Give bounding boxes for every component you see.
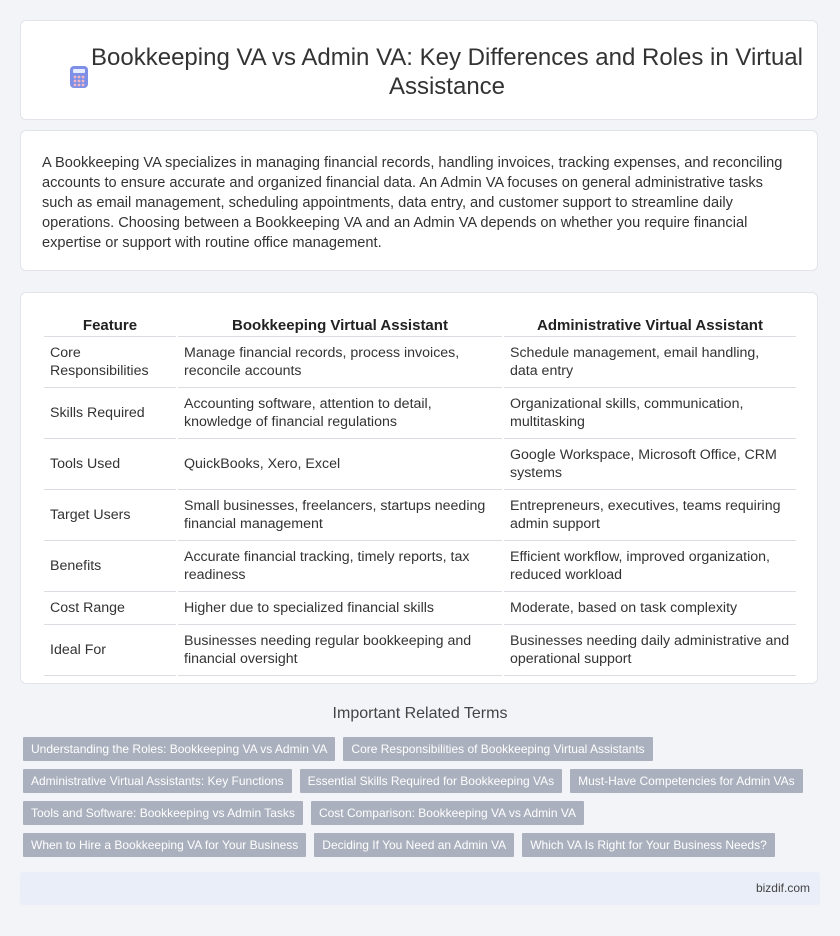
table-row — [44, 625, 796, 676]
bookkeeping-cell: QuickBooks, Xero, Excel — [178, 439, 502, 490]
bookkeeping-cell: Businesses needing regular bookkeeping and financial oversight — [178, 625, 502, 676]
related-terms-list — [23, 737, 823, 865]
comparison-card — [20, 292, 818, 684]
table-row — [44, 439, 796, 490]
calculator-icon — [67, 65, 91, 89]
related-term-link[interactable]: When to Hire a Bookkeeping VA for Your Business — [23, 833, 306, 857]
admin-cell: Schedule management, email handling, data entry — [504, 337, 796, 388]
related-term-link[interactable]: Deciding If You Need an Admin VA — [314, 833, 514, 857]
column-header-bookkeeping: Bookkeeping Virtual Assistant — [178, 313, 502, 337]
feature-cell: Ideal For — [44, 625, 176, 676]
feature-cell: Cost Range — [44, 592, 176, 625]
bookkeeping-cell: Accurate financial tracking, timely reports, tax readiness — [178, 541, 502, 592]
feature-cell: Core Responsibilities — [44, 337, 176, 388]
feature-cell: Target Users — [44, 490, 176, 541]
admin-cell: Google Workspace, Microsoft Office, CRM systems — [504, 439, 796, 490]
admin-cell: Moderate, based on task complexity — [504, 592, 796, 625]
related-term-link[interactable]: Tools and Software: Bookkeeping vs Admin Tasks — [23, 801, 303, 825]
intro-paragraph: A Bookkeeping VA specializes in managing financial records, handling invoices, tracking expenses, and reconciling accounts to ensure accurate and organized financial data. An Admin VA focuses on general administrative tasks such as email management, scheduling appointments, data entry, and customer support to streamline daily operations. Choosing between a Bookkeeping VA and an Admin VA depends on whether you require financial expertise or support with routine office management. — [42, 155, 783, 251]
admin-cell: Efficient workflow, improved organization, reduced workload — [504, 541, 796, 592]
bookkeeping-cell: Small businesses, freelancers, startups needing financial management — [178, 490, 502, 541]
intro-card — [20, 130, 818, 271]
title-card — [20, 20, 818, 120]
related-term-link[interactable]: Essential Skills Required for Bookkeeping VAs — [300, 769, 563, 793]
table-row — [44, 388, 796, 439]
related-term-link[interactable]: Administrative Virtual Assistants: Key Functions — [23, 769, 292, 793]
bookkeeping-cell: Accounting software, attention to detail, knowledge of financial regulations — [178, 388, 502, 439]
site-name[interactable]: bizdif.com — [755, 881, 810, 895]
feature-cell: Tools Used — [44, 439, 176, 490]
table-row — [44, 490, 796, 541]
column-header-feature: Feature — [44, 313, 176, 337]
comparison-table — [42, 313, 798, 676]
bookkeeping-cell: Manage financial records, process invoices, reconcile accounts — [178, 337, 502, 388]
column-header-admin: Administrative Virtual Assistant — [504, 313, 796, 337]
admin-cell: Organizational skills, communication, multitasking — [504, 388, 796, 439]
footer — [20, 872, 820, 905]
related-term-link[interactable]: Must-Have Competencies for Admin VAs — [570, 769, 803, 793]
related-term-link[interactable]: Cost Comparison: Bookkeeping VA vs Admin VA — [311, 801, 584, 825]
related-term-link[interactable]: Core Responsibilities of Bookkeeping Virtual Assistants — [343, 737, 652, 761]
related-terms-heading: Important Related Terms — [332, 705, 508, 722]
admin-cell: Businesses needing daily administrative and operational support — [504, 625, 796, 676]
bookkeeping-cell: Higher due to specialized financial skills — [178, 592, 502, 625]
related-term-link[interactable]: Understanding the Roles: Bookkeeping VA vs Admin VA — [23, 737, 335, 761]
related-term-link[interactable]: Which VA Is Right for Your Business Needs? — [522, 833, 775, 857]
tag-row — [23, 801, 823, 825]
table-header-row — [44, 313, 796, 337]
tag-row — [23, 737, 823, 761]
tag-row — [23, 833, 823, 857]
table-row — [44, 337, 796, 388]
feature-cell: Skills Required — [44, 388, 176, 439]
page-title: Bookkeeping VA vs Admin VA: Key Differences and Roles in Virtual Assistance — [91, 44, 803, 100]
tag-row — [23, 769, 823, 793]
table-row — [44, 541, 796, 592]
table-row — [44, 592, 796, 625]
admin-cell: Entrepreneurs, executives, teams requiring admin support — [504, 490, 796, 541]
feature-cell: Benefits — [44, 541, 176, 592]
